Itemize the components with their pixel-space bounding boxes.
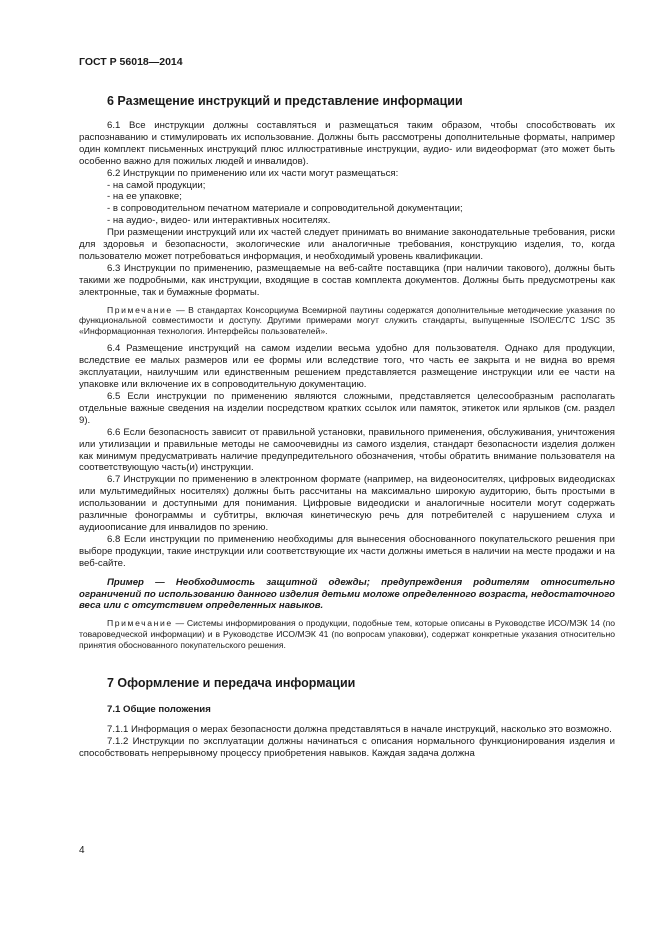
paragraph-7-1-2: 7.1.2 Инструкции по эксплуатации должны начинаться с описания нормального функционирования изделия и способствовать непрерывному процессу приобретения навыков. Каждая задача должна xyxy=(79,736,615,759)
list-item: - на аудио-, видео- или интерактивных носителях. xyxy=(107,215,331,227)
note-1 xyxy=(79,305,615,337)
example-text: Пример — Необходимость защитной одежды; предупреждения родителям относительно ограничений по использованию данного изделия детьми моложе определенного возраста, недостаточного веса или с отсутствием определенных навыков. xyxy=(79,576,615,612)
document-header: ГОСТ Р 56018—2014 xyxy=(79,56,183,68)
paragraph-6-6: 6.6 Если безопасность зависит от правильной установки, правильного применения, обслуживания, уничтожения или утилизации и правильные методы не самоочевидны из самого изделия, стандарт безопасности изделия должен как минимум предусматривать наличие предупредительного обозначения, чтобы обратить внимание пользователя на соответствующую часть(и) инструкции. xyxy=(79,426,615,474)
paragraph-7-1-1: 7.1.1 Информация о мерах безопасности должна представляться в начале инструкций, насколько это возможно. xyxy=(107,724,612,736)
page-number: 4 xyxy=(79,845,85,856)
note-label: Примечание xyxy=(107,618,173,629)
paragraph-6-2: 6.2 Инструкции по применению или их части могут размещаться: xyxy=(107,167,399,179)
section-7-title: 7 Оформление и передача информации xyxy=(107,676,356,691)
section-6-title: 6 Размещение инструкций и представление информации xyxy=(107,94,463,108)
paragraph-6-4: 6.4 Размещение инструкций на самом изделии весьма удобно для пользователя. Однако для продукции, вследствие ее малых размеров или ее формы или вследствие того, что часть ее закрыта и не видна во время эксплуатации, наилучшим или единственным решением представляется размещение инструкции или ее части на упаковке или включение их в сопроводительную документацию. xyxy=(79,343,615,391)
paragraph-6-8: 6.8 Если инструкции по применению необходимы для вынесения обоснованного покупательского решения при выборе продукции, такие инструкции или соответствующие их части должны иметься в наличии на месте продажи и на веб-сайте. xyxy=(79,533,615,569)
list-item: - в сопроводительном печатном материале и сопроводительной документации; xyxy=(107,203,463,215)
paragraph-6-1: 6.1 Все инструкции должны составляться и размещаться таким образом, чтобы способствовать их распознаванию и стимулировать их использование. Должны быть рассмотрены дополнительные форматы, например один комплект письменных инструкций плюс иллюстративные инструкции, аудио- или видеоформат (это может быть особенно важно для пожилых людей и инвалидов). xyxy=(79,120,615,167)
paragraph-6-5: 6.5 Если инструкции по применению являются сложными, представляется целесообразным располагать отдельные важные сведения на изделии посредством кратких ссылок или памяток, этикеток или ярлыков (см. раздел 9). xyxy=(79,391,615,426)
subsection-7-1-title: 7.1 Общие положения xyxy=(107,704,211,716)
note-2 xyxy=(79,618,615,650)
paragraph-6-2-continued: При размещении инструкций или их частей следует принимать во внимание законодательные требования, риски для здоровья и безопасности, экологические или аналогичные требования, конструкцию изделия, то, когда пользователю может потребоваться информация, и необходимый уровень квалификации. xyxy=(79,227,615,262)
list-item: - на самой продукции; xyxy=(107,179,206,191)
document-page xyxy=(79,56,615,760)
paragraph-6-3: 6.3 Инструкции по применению, размещаемые на веб-сайте поставщика (при наличии такового), должны быть такими же подробными, как инструкции, входящие в состав комплекта документов. Должны быть предусмотрены как электронные, так и бумажные форматы. xyxy=(79,262,615,298)
note-label: Примечание xyxy=(107,304,173,315)
list-item: - на ее упаковке; xyxy=(107,191,182,203)
note-text: — Системы информирования о продукции, подобные тем, которые описаны в Руководстве ИСО/МЭК 14 (по товароведческой информации) и в Руководстве ИСО/МЭК 41 (по вопросам упаковки), содержат конкретные указания относительно принятия обоснованного покупательского решения. xyxy=(79,618,615,650)
note-text: — В стандартах Консорциума Всемирной паутины содержатся дополнительные методические указания по функциональной совместимости и доступу. Другими примерами могут служить стандарты, выпущенные ISO/IEC/TC 1/SC 35 «Информационная технология. Интерфейсы пользователей». xyxy=(79,304,615,336)
paragraph-6-7: 6.7 Инструкции по применению в электронном формате (например, на видеоносителях, цифровых видеодисках или мультимедийных носителях) должны быть рассчитаны на максимально широкую аудиторию, быть простыми в использовании и доступными для понимания. Цифровые видеодиски и аналогичные носители могут содержать различные фонограммы и субтитры, включая кинетическую речь для потребителей с нарушением слуха и аудиоописание для инвалидов по зрению. xyxy=(79,474,615,533)
